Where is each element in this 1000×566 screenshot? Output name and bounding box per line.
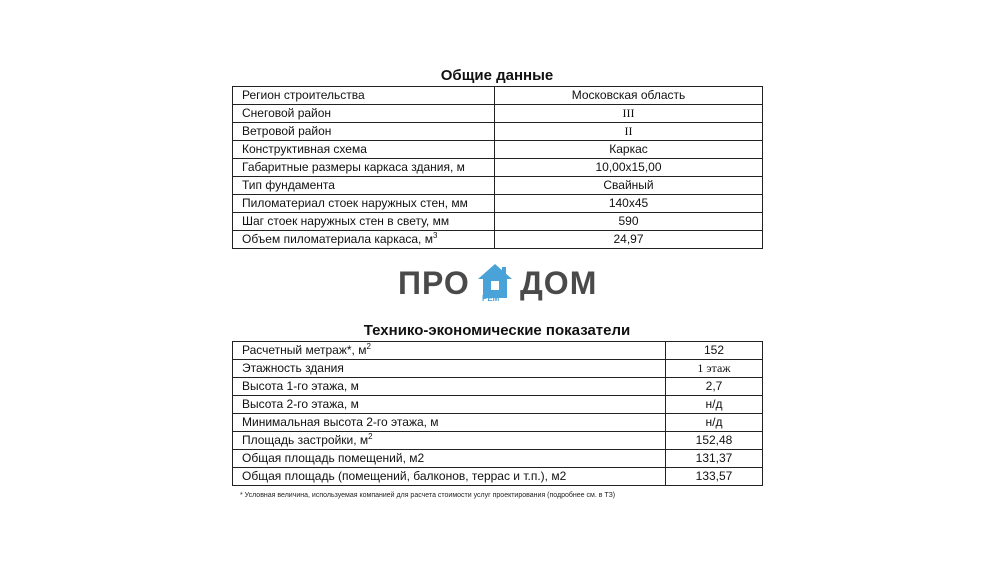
table-row <box>233 159 763 177</box>
table-row <box>233 195 763 213</box>
logo-word-right: ДОМ <box>520 265 598 301</box>
table-row <box>233 378 763 396</box>
row-value: н/д <box>666 414 763 432</box>
unit-superscript: 3 <box>432 231 438 240</box>
row-label: Общая площадь (помещений, балконов, террас и т.п.), м2 <box>233 468 666 486</box>
row-label: Общая площадь помещений, м2 <box>233 450 666 468</box>
row-label: Конструктивная схема <box>233 141 495 159</box>
tech-indicators-table <box>232 341 763 486</box>
tech-indicators-title: Технико-экономические показатели <box>363 322 631 339</box>
row-label: Высота 2-го этажа, м <box>233 396 666 414</box>
table-row <box>233 468 763 486</box>
table-row <box>233 87 763 105</box>
row-label: Габаритные размеры каркаса здания, м <box>233 159 495 177</box>
row-value: 24,97 <box>495 231 763 249</box>
row-value: 131,37 <box>666 450 763 468</box>
table-row <box>233 450 763 468</box>
row-value: 133,57 <box>666 468 763 486</box>
row-label <box>233 342 666 360</box>
row-label: Пиломатериал стоек наружных стен, мм <box>233 195 495 213</box>
table-row <box>233 105 763 123</box>
row-value: 590 <box>495 213 763 231</box>
table-row <box>233 432 763 450</box>
table-row <box>233 414 763 432</box>
row-label-text: Площадь застройки, м <box>242 433 369 447</box>
row-label: Снеговой район <box>233 105 495 123</box>
row-value: 10,00х15,00 <box>495 159 763 177</box>
logo-word-left: ПРО <box>398 265 470 301</box>
row-value: н/д <box>666 396 763 414</box>
row-value: 140х45 <box>495 195 763 213</box>
general-data-title: Общие данные <box>440 67 554 84</box>
row-label-text: Расчетный метраж*, м <box>242 343 367 357</box>
table-row <box>233 360 763 378</box>
row-value: 2,7 <box>666 378 763 396</box>
row-label: Ветровой район <box>233 123 495 141</box>
row-label <box>233 231 495 249</box>
row-value: Московская область <box>495 87 763 105</box>
company-logo <box>398 262 603 306</box>
row-label: Регион строительства <box>233 87 495 105</box>
table-row <box>233 342 763 360</box>
row-label <box>233 432 666 450</box>
row-value: 152,48 <box>666 432 763 450</box>
logo-small-text: РЕМ <box>482 294 500 303</box>
row-label: Шаг стоек наружных стен в свету, мм <box>233 213 495 231</box>
table-row <box>233 141 763 159</box>
table-row <box>233 177 763 195</box>
row-label: Этажность здания <box>233 360 666 378</box>
row-value: III <box>495 105 763 123</box>
footnote: * Условная величина, используемая компанией для расчета стоимости услуг проектирования (подробнее см. в ТЗ) <box>240 492 616 499</box>
row-label: Высота 1-го этажа, м <box>233 378 666 396</box>
table-row <box>233 123 763 141</box>
general-data-table <box>232 86 763 249</box>
row-value: 1 этаж <box>666 360 763 378</box>
unit-superscript: 2 <box>368 432 373 441</box>
table-row <box>233 231 763 249</box>
row-value: Каркас <box>495 141 763 159</box>
row-label: Тип фундамента <box>233 177 495 195</box>
table-row <box>233 396 763 414</box>
unit-superscript: 2 <box>366 342 371 351</box>
row-value: Свайный <box>495 177 763 195</box>
row-label: Минимальная высота 2-го этажа, м <box>233 414 666 432</box>
row-value: 152 <box>666 342 763 360</box>
row-value: II <box>495 123 763 141</box>
table-row <box>233 213 763 231</box>
row-label-text: Объем пиломатериала каркаса, м <box>242 232 433 246</box>
